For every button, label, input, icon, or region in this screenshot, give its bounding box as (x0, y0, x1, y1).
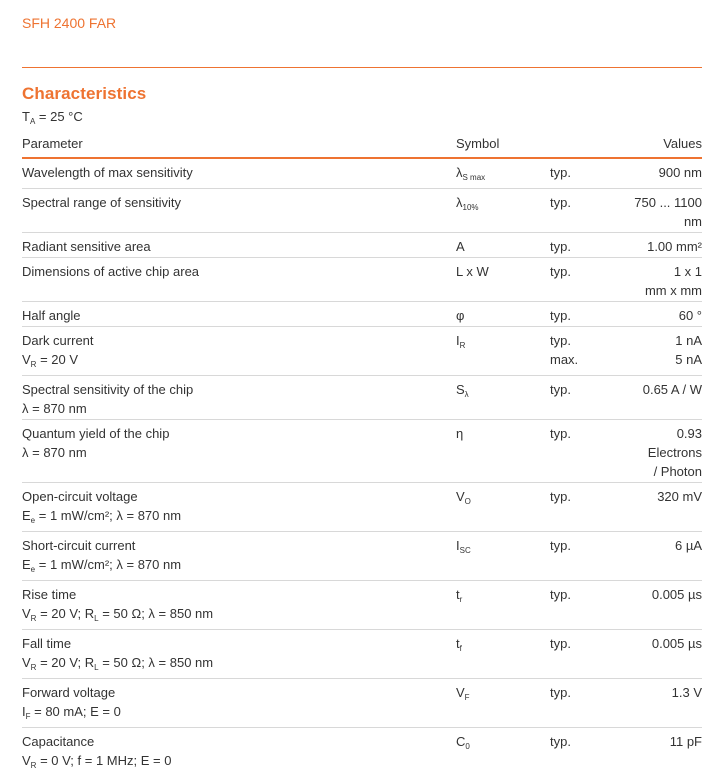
table-row (22, 258, 702, 302)
symbol-main: I (456, 538, 460, 553)
parameter-label: Half angle (22, 306, 456, 325)
symbol-main: C (456, 734, 465, 749)
condition-text: = 80 mA; E = 0 (31, 704, 121, 719)
type-cell (550, 532, 620, 581)
parameter-condition (22, 751, 456, 775)
value-type: typ. (550, 163, 620, 182)
section-title: Characteristics (22, 84, 146, 104)
table-row (22, 483, 702, 532)
parameter-condition (22, 653, 456, 677)
type-cell (550, 483, 620, 532)
header-parameter: Parameter (22, 134, 456, 158)
condition-subscript: R (31, 360, 37, 369)
value-text: 900 nm (620, 163, 702, 182)
parameter-label: Radiant sensitive area (22, 237, 456, 256)
parameter-cell (22, 233, 456, 258)
condition-text: = 50 Ω; λ = 850 nm (99, 655, 214, 670)
symbol-subscript: SC (460, 546, 471, 555)
header-divider (22, 67, 702, 68)
type-cell (550, 420, 620, 483)
symbol-cell (456, 189, 550, 233)
value-type: typ. (550, 683, 620, 702)
condition-subscript: e (31, 565, 35, 574)
value-type: typ. (550, 487, 620, 506)
parameter-cell (22, 679, 456, 728)
parameter-condition (22, 604, 456, 628)
symbol (456, 193, 550, 217)
value-text: 1 nA (620, 331, 702, 350)
condition-subscript: R (31, 663, 37, 672)
symbol (456, 237, 550, 256)
symbol (456, 732, 550, 756)
value-cell (620, 376, 702, 420)
condition-symbol: T (22, 109, 30, 124)
symbol-main: t (456, 636, 460, 651)
symbol-cell (456, 581, 550, 630)
parameter-cell (22, 376, 456, 420)
value-text: 0.005 µs (620, 585, 702, 604)
table-row (22, 327, 702, 376)
symbol (456, 262, 550, 281)
type-cell (550, 728, 620, 776)
value-text: 5 nA (620, 350, 702, 369)
parameter-cell (22, 189, 456, 233)
symbol-main: φ (456, 308, 464, 323)
value-type: typ. (550, 331, 620, 350)
parameter-condition (22, 506, 456, 530)
condition-text: = 20 V; R (36, 655, 94, 670)
type-cell (550, 327, 620, 376)
value-text: / Photon (620, 462, 702, 481)
condition-subscript: R (31, 761, 37, 770)
symbol-cell (456, 158, 550, 189)
symbol-main: η (456, 426, 463, 441)
symbol-subscript: R (460, 341, 466, 350)
value-cell (620, 630, 702, 679)
symbol-cell (456, 420, 550, 483)
value-cell (620, 233, 702, 258)
condition-symbol: E (22, 508, 31, 523)
parameter-condition: λ = 870 nm (22, 443, 456, 462)
condition-text: = 20 V; R (36, 606, 94, 621)
symbol-cell (456, 728, 550, 776)
symbol-cell (456, 258, 550, 302)
condition-text: = 1 mW/cm²; λ = 870 nm (35, 508, 181, 523)
symbol (456, 163, 550, 187)
symbol-main: λ (456, 195, 463, 210)
table-row (22, 420, 702, 483)
symbol (456, 424, 550, 443)
type-cell (550, 630, 620, 679)
symbol-cell (456, 532, 550, 581)
product-name: SFH 2400 FAR (22, 15, 116, 31)
condition-subscript: L (94, 614, 98, 623)
parameter-condition: λ = 870 nm (22, 399, 456, 418)
table-row (22, 581, 702, 630)
parameter-label: Short-circuit current (22, 536, 456, 555)
value-text: 1 x 1 (620, 262, 702, 281)
symbol-cell (456, 630, 550, 679)
value-text: 0.93 Electrons (620, 424, 702, 462)
value-cell (620, 581, 702, 630)
value-cell (620, 189, 702, 233)
symbol-subscript: S max (463, 173, 486, 182)
value-text: 1.3 V (620, 683, 702, 702)
parameter-label: Rise time (22, 585, 456, 604)
symbol-subscript: λ (465, 390, 469, 399)
value-text: 1.00 mm² (620, 237, 702, 256)
table-row (22, 189, 702, 233)
type-cell (550, 581, 620, 630)
symbol (456, 536, 550, 560)
value-cell (620, 728, 702, 776)
parameter-condition (22, 555, 456, 579)
symbol-subscript: 0 (465, 742, 469, 751)
parameter-cell (22, 420, 456, 483)
value-text: 750 ... 1100 (620, 193, 702, 212)
condition-value: = 25 °C (35, 109, 82, 124)
condition-symbol: E (22, 557, 31, 572)
value-text: mm x mm (620, 281, 702, 300)
symbol-main: L x W (456, 264, 489, 279)
condition-subscript: R (31, 614, 37, 623)
parameter-label: Spectral range of sensitivity (22, 193, 456, 212)
value-type: typ. (550, 585, 620, 604)
value-type: typ. (550, 732, 620, 751)
symbol-cell (456, 376, 550, 420)
type-cell (550, 258, 620, 302)
parameter-label: Quantum yield of the chip (22, 424, 456, 443)
parameter-cell (22, 581, 456, 630)
condition-symbol: V (22, 352, 31, 367)
value-type: typ. (550, 380, 620, 399)
parameter-label: Fall time (22, 634, 456, 653)
header-symbol: Symbol (456, 134, 550, 158)
parameter-cell (22, 258, 456, 302)
value-type: typ. (550, 536, 620, 555)
symbol-subscript: f (460, 644, 462, 653)
value-cell (620, 532, 702, 581)
parameter-label: Dark current (22, 331, 456, 350)
type-cell (550, 189, 620, 233)
value-text: 60 ° (620, 306, 702, 325)
symbol-cell (456, 302, 550, 327)
parameter-cell (22, 728, 456, 776)
type-cell (550, 376, 620, 420)
condition-text: = 50 Ω; λ = 850 nm (99, 606, 214, 621)
symbol-subscript: F (465, 693, 470, 702)
parameter-condition (22, 702, 456, 726)
condition-subscript: A (30, 117, 35, 126)
parameter-label: Forward voltage (22, 683, 456, 702)
header-values: Values (620, 134, 702, 158)
value-text: 0.005 µs (620, 634, 702, 653)
parameter-label: Wavelength of max sensitivity (22, 163, 456, 182)
parameter-cell (22, 532, 456, 581)
value-text: 0.65 A / W (620, 380, 702, 399)
value-text: 6 µA (620, 536, 702, 555)
characteristics-table (22, 134, 702, 776)
symbol-main: t (456, 587, 460, 602)
value-text: 11 pF (620, 732, 702, 751)
parameter-label: Capacitance (22, 732, 456, 751)
condition-subscript: L (94, 663, 98, 672)
table-row (22, 532, 702, 581)
parameter-cell (22, 483, 456, 532)
value-cell (620, 302, 702, 327)
condition-subscript: F (26, 712, 31, 721)
symbol (456, 331, 550, 355)
symbol-subscript: 10% (463, 203, 479, 212)
parameter-label: Spectral sensitivity of the chip (22, 380, 456, 399)
parameter-label: Dimensions of active chip area (22, 262, 456, 281)
type-cell (550, 302, 620, 327)
condition-symbol: V (22, 606, 31, 621)
value-cell (620, 258, 702, 302)
condition-text: = 0 V; f = 1 MHz; E = 0 (36, 753, 171, 768)
symbol (456, 585, 550, 609)
parameter-cell (22, 630, 456, 679)
table-row (22, 728, 702, 776)
symbol-main: S (456, 382, 465, 397)
symbol-cell (456, 327, 550, 376)
value-type: typ. (550, 237, 620, 256)
type-cell (550, 158, 620, 189)
condition-subscript: e (31, 516, 35, 525)
table-row (22, 376, 702, 420)
symbol (456, 487, 550, 511)
condition-symbol: V (22, 655, 31, 670)
table-body (22, 158, 702, 776)
symbol (456, 306, 550, 325)
symbol (456, 634, 550, 658)
condition-text: = 20 V (36, 352, 78, 367)
type-cell (550, 233, 620, 258)
value-cell (620, 679, 702, 728)
value-type: typ. (550, 424, 620, 443)
table-row (22, 158, 702, 189)
symbol-cell (456, 483, 550, 532)
header-type (550, 134, 620, 158)
parameter-condition (22, 350, 456, 374)
value-text: nm (620, 212, 702, 231)
symbol-main: V (456, 489, 465, 504)
parameter-cell (22, 302, 456, 327)
table-row (22, 679, 702, 728)
symbol-subscript: r (460, 595, 463, 604)
value-type: typ. (550, 262, 620, 281)
symbol-main: I (456, 333, 460, 348)
symbol-main: λ (456, 165, 463, 180)
condition-symbol: V (22, 753, 31, 768)
value-text: 320 mV (620, 487, 702, 506)
value-cell (620, 327, 702, 376)
value-cell (620, 420, 702, 483)
condition-text: = 1 mW/cm²; λ = 870 nm (35, 557, 181, 572)
table-row (22, 302, 702, 327)
table-header-row (22, 134, 702, 158)
table-row (22, 630, 702, 679)
condition-symbol: I (22, 704, 26, 719)
parameter-label: Open-circuit voltage (22, 487, 456, 506)
parameter-cell (22, 327, 456, 376)
value-cell (620, 483, 702, 532)
parameter-cell (22, 158, 456, 189)
type-cell (550, 679, 620, 728)
table-row (22, 233, 702, 258)
symbol-main: A (456, 239, 465, 254)
value-type: max. (550, 350, 620, 369)
value-type: typ. (550, 634, 620, 653)
test-conditions (22, 109, 83, 126)
value-type: typ. (550, 193, 620, 212)
value-cell (620, 158, 702, 189)
symbol (456, 683, 550, 707)
value-type: typ. (550, 306, 620, 325)
symbol-cell (456, 233, 550, 258)
symbol-subscript: O (465, 497, 471, 506)
symbol-cell (456, 679, 550, 728)
symbol (456, 380, 550, 404)
symbol-main: V (456, 685, 465, 700)
